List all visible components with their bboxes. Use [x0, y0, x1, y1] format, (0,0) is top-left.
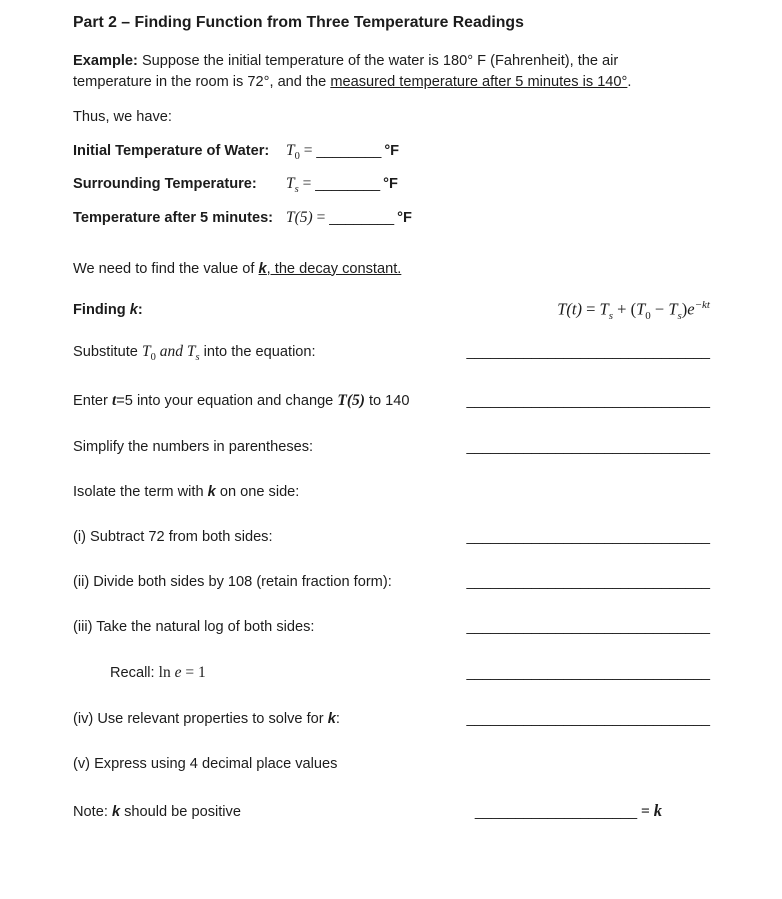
step-recall — [73, 664, 710, 682]
need-k-before: We need to find the value of — [73, 260, 259, 277]
enter-p1: Enter — [73, 393, 112, 410]
reading-after5-label: Temperature after 5 minutes: — [73, 209, 274, 226]
formula-T0: T — [636, 299, 646, 318]
math-T0-sub: 0 — [294, 151, 300, 163]
math-T5 — [286, 209, 329, 226]
reading-after5 — [73, 209, 710, 227]
math-T0-var: T — [286, 142, 295, 160]
finding-k-symbol: k — [129, 302, 138, 318]
reading-surrounding-label: Surrounding Temperature: — [73, 176, 257, 193]
page-title: Part 2 – Finding Function from Three Temperature Readings — [73, 14, 524, 31]
formula-Ts2: T — [668, 299, 678, 318]
step-substitute — [73, 343, 710, 363]
substitute-p1: Substitute — [73, 344, 142, 361]
substitute-sub-0: 0 — [150, 352, 156, 364]
recall-rest: = 1 — [181, 664, 206, 682]
formula-sub-s1: s — [608, 309, 614, 322]
answer-blank-iii: ______________________________ — [466, 619, 710, 636]
example-label: Example: — [73, 53, 138, 69]
example-text-after: . — [627, 74, 632, 91]
step-i-label: (i) Subtract 72 from both sides: — [73, 529, 273, 546]
finding-k-row — [73, 299, 710, 322]
answer-blank-simplify: ______________________________ — [466, 439, 710, 456]
iv-p2: : — [335, 711, 340, 728]
unit-surrounding: °F — [383, 176, 398, 193]
answer-blank-enter: ______________________________ — [466, 393, 710, 410]
step-iii-natural-log — [73, 619, 710, 635]
reading-surrounding — [73, 175, 710, 195]
finding-k-label — [73, 302, 153, 318]
step-iii-label: (iii) Take the natural log of both sides: — [73, 619, 315, 636]
recall-math — [159, 664, 206, 681]
answer-blank-i: ______________________________ — [466, 529, 710, 546]
recall-p1: Recall: — [110, 665, 159, 682]
step-i-subtract — [73, 529, 710, 545]
enter-p3: to 140 — [364, 393, 410, 410]
step-v-label: (v) Express using 4 decimal place values — [73, 756, 338, 773]
formula-exponent: −kt — [694, 298, 710, 311]
substitute-and: and — [155, 343, 187, 361]
substitute-sub-s: s — [195, 352, 200, 364]
unit-initial: °F — [384, 143, 400, 160]
final-answer-area — [475, 801, 662, 821]
formula-sub-s2: s — [677, 309, 682, 322]
example-underlined-text: measured temperature after 5 minutes is 140° — [330, 74, 628, 91]
note-label — [73, 804, 251, 820]
formula-minus: − — [650, 299, 669, 318]
answer-blank-ii: ______________________________ — [466, 574, 710, 591]
answer-blank-initial: ________ — [316, 143, 382, 160]
answer-blank-substitute: ______________________________ — [466, 344, 710, 361]
formula-Ts: T — [599, 299, 609, 318]
reading-initial-label: Initial Temperature of Water: — [73, 143, 270, 160]
step-isolate — [73, 484, 710, 500]
iv-k-symbol: k — [327, 711, 336, 728]
answer-blank-after5: ________ — [329, 209, 395, 226]
enter-t-symbol: t — [111, 392, 117, 410]
isolate-p1: Isolate the term with — [73, 484, 208, 501]
note-row — [73, 801, 710, 821]
unit-after5: °F — [397, 209, 412, 226]
recall-e-symbol: e — [174, 664, 182, 682]
answer-blank-recall: ______________________________ — [466, 665, 710, 682]
enter-p2: =5 into your equation and change — [116, 393, 338, 410]
math-Ts-var: T — [286, 175, 295, 193]
need-k-line — [73, 261, 710, 277]
note-k-symbol: k — [111, 804, 121, 821]
substitute-p2: into the equation: — [199, 344, 316, 361]
answer-blank-final: ____________________ — [474, 804, 638, 821]
math-T5-eq: = — [312, 208, 330, 226]
note-p1: Note: — [73, 804, 112, 821]
math-Ts-sub: s — [294, 184, 299, 196]
step-ii-divide — [73, 574, 710, 590]
math-T0-eq: = — [299, 142, 317, 160]
thus-line: Thus, we have: — [73, 109, 172, 126]
iv-p1: (iv) Use relevant properties to solve for — [73, 711, 328, 728]
step-iv-solve-k — [73, 711, 710, 727]
isolate-k-symbol: k — [207, 484, 216, 501]
final-equals: = — [637, 803, 654, 821]
step-ii-label: (ii) Divide both sides by 108 (retain fraction form): — [73, 574, 392, 591]
formula-equals: = — [581, 299, 600, 318]
enter-T5-symbol: T(5) — [337, 392, 365, 410]
recall-ln: ln — [158, 664, 175, 682]
need-k-rest: , the decay constant. — [266, 260, 402, 277]
math-Ts — [286, 175, 316, 196]
formula-plus: + ( — [613, 299, 637, 318]
substitute-T: T — [141, 343, 151, 361]
k-symbol: k — [258, 260, 267, 277]
math-T5-var: T(5) — [286, 208, 313, 226]
formula-e: e — [687, 299, 695, 318]
finding-after: : — [137, 302, 143, 318]
finding-before: Finding — [73, 302, 130, 318]
example-text-before: Suppose the initial temperature of the water is 180° F (Fahrenheit), the air temperature in the room is 72°, and the — [73, 53, 619, 91]
note-p2: should be positive — [120, 804, 241, 821]
step-simplify — [73, 439, 710, 455]
isolate-p2: on one side: — [215, 484, 300, 501]
formula-Tt: T(t) — [557, 299, 582, 318]
step-recall-label — [73, 664, 216, 682]
step-substitute-label — [73, 343, 326, 363]
substitute-T2: T — [186, 343, 196, 361]
final-k-symbol: k — [653, 801, 662, 821]
step-simplify-label: Simplify the numbers in parentheses: — [73, 439, 314, 456]
answer-blank-iv: ______________________________ — [466, 711, 710, 728]
step-isolate-label — [73, 484, 309, 500]
formula-close-paren: ) — [681, 299, 688, 318]
math-Ts-eq: = — [298, 175, 316, 193]
reading-initial — [73, 142, 710, 162]
step-iv-label — [73, 711, 350, 727]
step-v-decimal — [73, 756, 710, 772]
newton-cooling-formula — [557, 299, 710, 322]
math-T0 — [286, 142, 317, 163]
need-k-underlined — [259, 261, 402, 277]
substitute-math — [141, 343, 200, 364]
formula-sub-0: 0 — [645, 309, 651, 322]
step-enter-label — [73, 392, 420, 410]
answer-blank-surrounding: ________ — [315, 176, 381, 193]
step-enter-t5 — [73, 392, 710, 410]
example-paragraph — [73, 51, 689, 93]
